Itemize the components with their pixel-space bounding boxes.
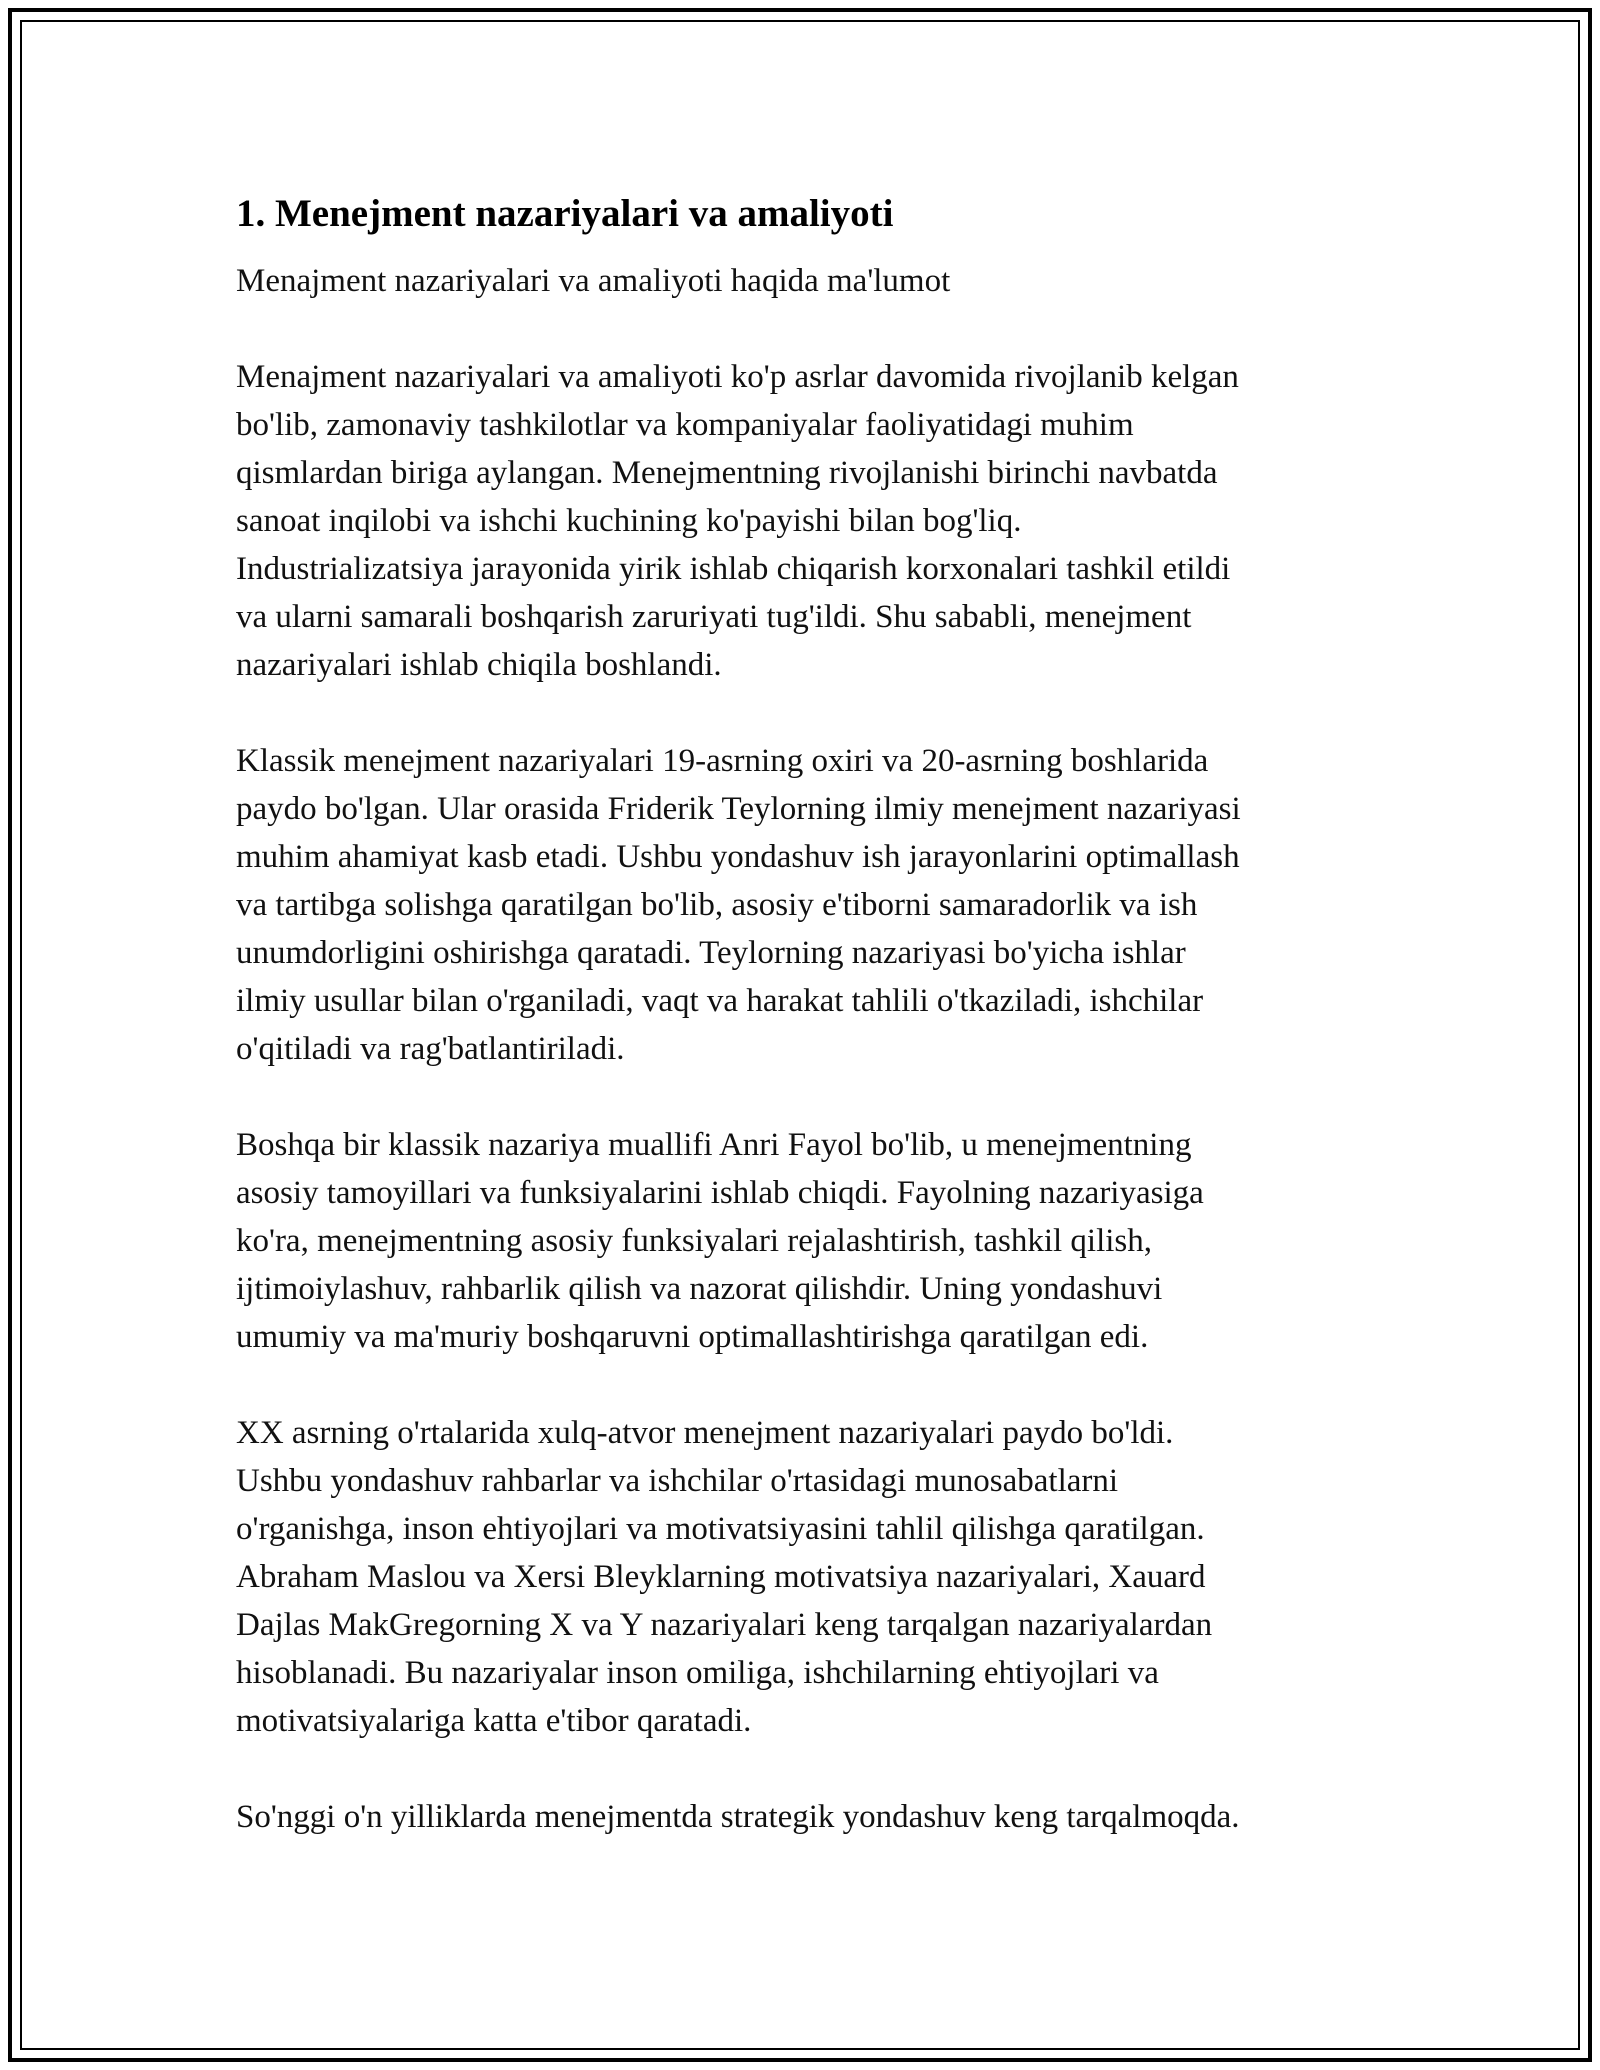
paragraph-line: ko'ra, menejmentning asosiy funksiyalari rejalashtirish, tashkil qilish,	[236, 1223, 1153, 1259]
paragraph-line: ilmiy usullar bilan o'rganiladi, vaqt va harakat tahlili o'tkaziladi, ishchilar	[236, 983, 1204, 1019]
paragraph-list	[236, 353, 1366, 1841]
paragraph-line: paydo bo'lgan. Ular orasida Friderik Teylorning ilmiy menejment nazariyasi	[236, 791, 1241, 827]
paragraph-line: Dajlas MakGregorning X va Y nazariyalari keng tarqalgan nazariyalardan	[236, 1607, 1213, 1643]
paragraph-line: motivatsiyalariga katta e'tibor qaratadi.	[236, 1703, 752, 1739]
paragraph-line: Menajment nazariyalari va amaliyoti ko'p asrlar davomida rivojlanib kelgan	[236, 359, 1239, 395]
paragraph-line: o'qitiladi va rag'batlantiriladi.	[236, 1031, 625, 1067]
paragraph-line: ijtimoiylashuv, rahbarlik qilish va nazorat qilishdir. Uning yondashuvi	[236, 1271, 1163, 1307]
paragraph-line: Ushbu yondashuv rahbarlar va ishchilar o'rtasidagi munosabatlarni	[236, 1463, 1119, 1499]
paragraph-line: XX asrning o'rtalarida xulq-atvor menejment nazariyalari paydo bo'ldi.	[236, 1415, 1174, 1451]
paragraph	[236, 1793, 1366, 1841]
paragraph-line: va tartibga solishga qaratilgan bo'lib, asosiy e'tiborni samaradorlik va ish	[236, 887, 1198, 923]
paragraph-line: nazariyalari ishlab chiqila boshlandi.	[236, 647, 722, 683]
paragraph-line: unumdorligini oshirishga qaratadi. Teylorning nazariyasi bo'yicha ishlar	[236, 935, 1186, 971]
paragraph-line: Abraham Maslou va Xersi Bleyklarning motivatsiya nazariyalari, Xauard	[236, 1559, 1206, 1595]
paragraph-line: asosiy tamoyillari va funksiyalarini ishlab chiqdi. Fayolning nazariyasiga	[236, 1175, 1204, 1211]
paragraph-line: bo'lib, zamonaviy tashkilotlar va kompaniyalar faoliyatidagi muhim	[236, 407, 1134, 443]
paragraph-line: va ularni samarali boshqarish zaruriyati tug'ildi. Shu sababli, menejment	[236, 599, 1192, 635]
paragraph	[236, 1409, 1366, 1745]
paragraph	[236, 1121, 1366, 1361]
paragraph-line: hisoblanadi. Bu nazariyalar inson omiliga, ishchilarning ehtiyojlari va	[236, 1655, 1159, 1691]
section-subtitle: Menajment nazariyalari va amaliyoti haqida ma'lumot	[236, 263, 951, 299]
paragraph-line: qismlardan biriga aylangan. Menejmentning rivojlanishi birinchi navbatda	[236, 455, 1218, 491]
paragraph-line: So'nggi o'n yilliklarda menejmentda strategik yondashuv keng tarqalmoqda.	[236, 1799, 1240, 1835]
paragraph	[236, 353, 1366, 689]
paragraph-line: Industrializatsiya jarayonida yirik ishlab chiqarish korxonalari tashkil etildi	[236, 551, 1231, 587]
paragraph-line: o'rganishga, inson ehtiyojlari va motivatsiyasini tahlil qilishga qaratilgan.	[236, 1511, 1205, 1547]
paragraph-line: Klassik menejment nazariyalari 19-asrning oxiri va 20-asrning boshlarida	[236, 743, 1209, 779]
paragraph	[236, 737, 1366, 1073]
paragraph-line: umumiy va ma'muriy boshqaruvni optimallashtirishga qaratilgan edi.	[236, 1319, 1149, 1355]
paragraph-line: muhim ahamiyat kasb etadi. Ushbu yondashuv ish jarayonlarini optimallash	[236, 839, 1240, 875]
section-heading: 1. Menejment nazariyalari va amaliyoti	[236, 192, 894, 235]
paragraph-line: sanoat inqilobi va ishchi kuchining ko'payishi bilan bog'liq.	[236, 503, 1022, 539]
paragraph-line: Boshqa bir klassik nazariya muallifi Anri Fayol bo'lib, u menejmentning	[236, 1127, 1192, 1163]
document-body	[236, 188, 1366, 1841]
